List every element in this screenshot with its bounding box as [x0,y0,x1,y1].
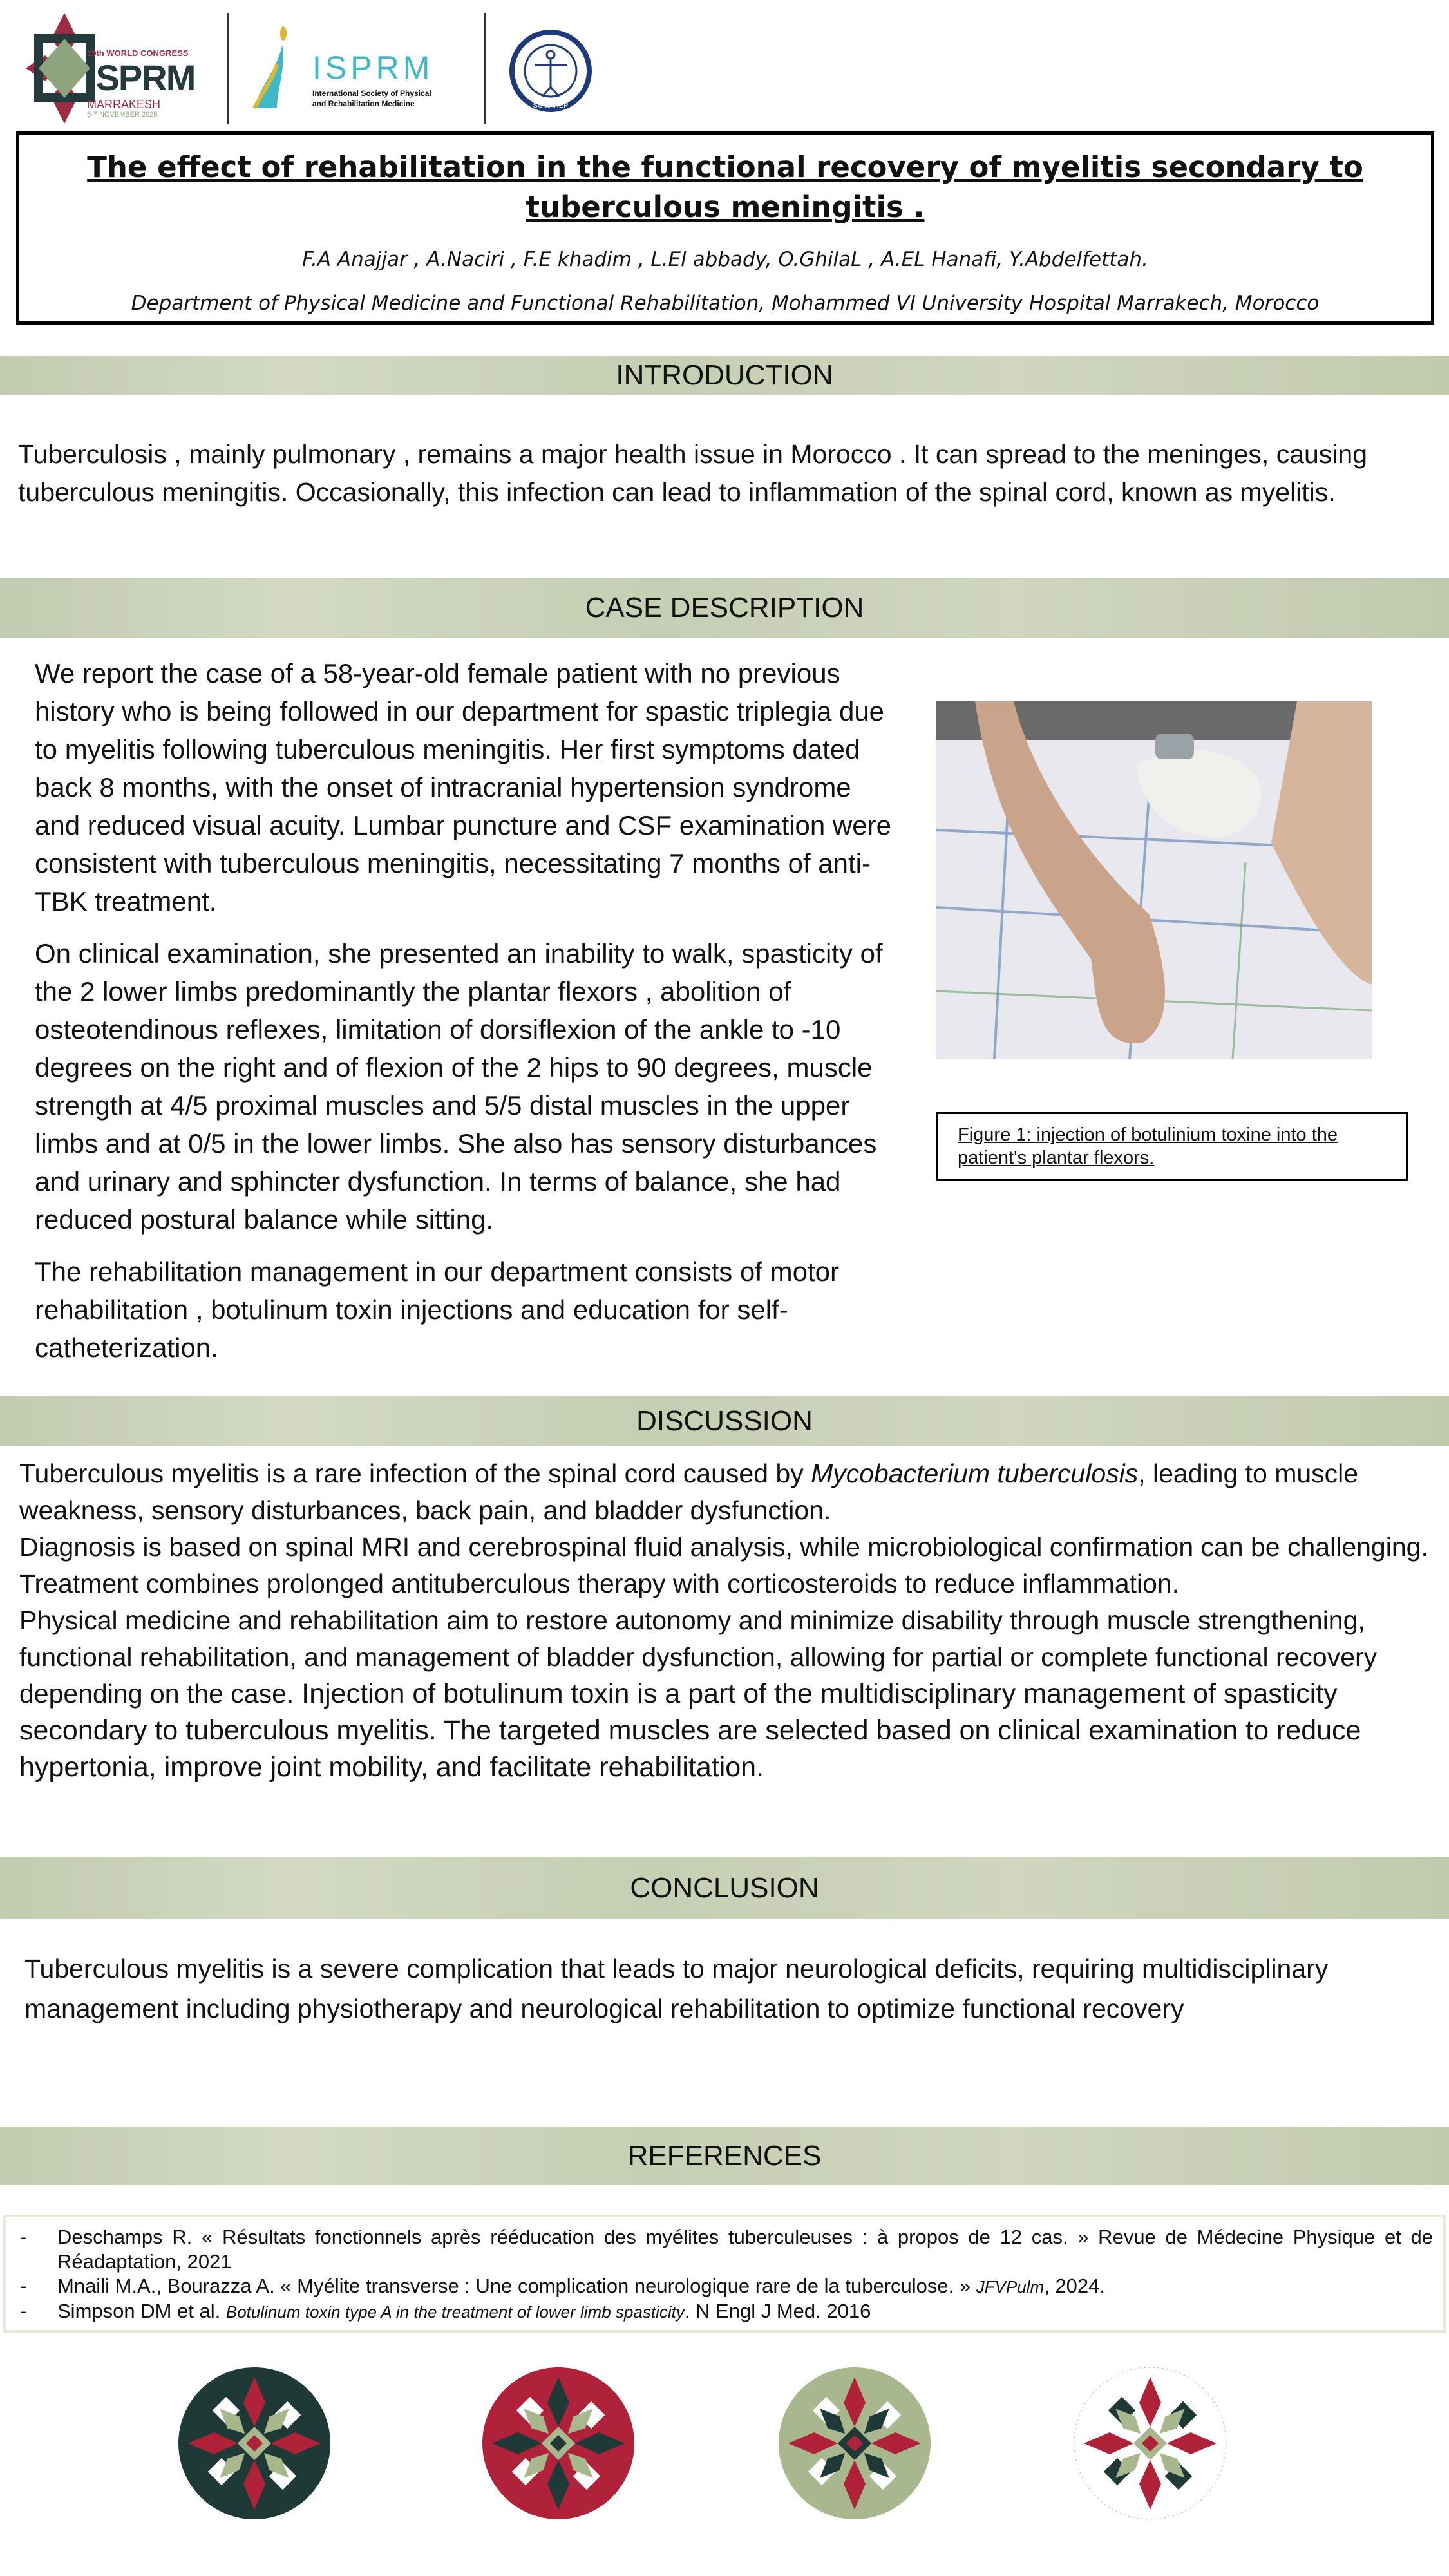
conclusion-header [0,1857,1449,1919]
case-paragraph: We report the case of a 58-year-old female patient with no previous history who is being followed in our department for spastic triplegia due to myelitis following tuberculous meningitis. Her first symptoms dated back 8 months, with the onset of intracranial hypertension syndrome and reduced visual acuity. Lumbar puncture and CSF examination were consistent with tuberculous meningitis, necessitating 7 months of anti-TBK treatment. [35,658,891,916]
case-header [0,578,1449,638]
svg-text:SOMAREP: SOMAREP [533,102,569,109]
logo-divider [227,13,229,124]
congress-city: MARRAKESH [87,98,161,111]
pathogen-name: Mycobacterium tuberculosis [811,1459,1139,1488]
introduction-text: Tuberculosis , mainly pulmonary , remains a major health issue in Morocco . It can spread to the meninges, causing tuberculous meningitis. Occasionally, this infection can lead to inflammation of the spinal cord, known as myelitis. [18,439,1368,507]
isprm-logo [251,26,483,109]
discussion-p1: Tuberculous myelitis is a rare infection of the spinal cord caused by Mycobacterium tuberculosis, leading to muscle weakness, sensory disturbances, back pain, and bladder dysfunction. [19,1459,1359,1525]
case-heading: CASE DESCRIPTION [585,592,864,623]
decorative-medallion-icon [176,2365,332,2521]
isprm-name: ISPRM [312,50,434,86]
discussion-p4: Physical medicine and rehabilitation aim to restore autonomy and minimize disability through muscle strengthening, functional rehabilitation, and management of bladder dysfunction, allowing for partial or complete functional recovery depending on the case. Injection of botulinum toxin is a part of the multidisciplinary management of spasticity secondary to tuberculous myelitis. The targeted muscles are selected based on clinical examination to reduce hypertonia, improve joint mobility, and facilitate rehabilitation. [19,1605,1378,1783]
conclusion-text: Tuberculous myelitis is a severe complication that leads to major neurological deficits, requiring multidisciplinary management including physiotherapy and neurological rehabilitation to optimize functional recovery [24,1954,1329,2023]
isprm-sub1: International Society of Physical [312,89,431,98]
isprm-figure-icon [251,26,303,109]
somarep-logo [509,29,592,113]
conclusion-heading: CONCLUSION [630,1871,819,1904]
references-header [0,2127,1449,2185]
reference-item: - Simpson DM et al. Botulinum toxin type A in the treatment of lower limb spasticity. N Engl J Med. 2016 [20,2300,871,2322]
introduction-heading: INTRODUCTION [616,359,833,391]
logo-divider [484,13,486,124]
introduction-header [0,356,1449,395]
congress-line: 19th WORLD CONGRESS [87,48,189,58]
patient-injection-photo [936,701,1372,1059]
case-paragraph: On clinical examination, she presented an inability to walk, spasticity of the 2 lower limbs predominantly the plantar flexors , abolition of osteotendinous reflexes, limitation of dorsiflexion of the ankle to -10 degrees on the right and of flexion of the 2 hips to 90 degrees, muscle strength at 4/5 proximal muscles and 5/5 distal muscles in the upper limbs and at 0/5 in the lower limbs. She also has sensory disturbances and urinary and sphincter dysfunction. In terms of balance, she had reduced postural balance while sitting. [35,938,883,1235]
decorative-medallion-icon [1072,2365,1228,2521]
isprm-congress-logo [26,13,206,124]
figure-caption: Figure 1: injection of botulinium toxine into the patient's plantar flexors. [936,1112,1408,1181]
discussion-text [19,1455,1436,1786]
reference-item: - Deschamps R. « Résultats fonctionnels après rééducation des myélites tuberculeuses : à propos de 12 cas. » Revue de Médecine Physique et de Réadaptation, 2021 [20,2226,1433,2273]
congress-dates: 5-7 NOVEMBER 2025 [87,111,158,118]
decorative-medallion-icon [480,2365,636,2521]
discussion-header [0,1396,1449,1446]
authors: F.A Anajjar , A.Naciri , F.E khadim , L.El abbady, O.GhilaL , A.EL Hanafi, Y.Abdelfettah. [302,248,1148,271]
references-heading: REFERENCES [627,2140,822,2172]
references-list [3,2215,1446,2333]
decorative-medallion-icon [777,2365,933,2521]
discussion-heading: DISCUSSION [636,1405,813,1437]
congress-name: ISPRM [87,57,195,98]
reference-item: - Mnaili M.A., Bourazza A. « Myélite transverse : Une complication neurologique rare de la tuberculose. » JFVPulm, 2024. [20,2275,1105,2297]
poster-title: The effect of rehabilitation in the functional recovery of myelitis secondary to tuberculous meningitis . [87,150,1363,224]
discussion-p3: Treatment combines prolonged antituberculous therapy with corticosteroids to reduce inflammation. [19,1569,1180,1598]
affiliation: Department of Physical Medicine and Functional Rehabilitation, Mohammed VI University Hospital Marrakech, Morocco [131,292,1320,315]
case-paragraph: The rehabilitation management in our department consists of motor rehabilitation , botulinum toxin injections and education for self-catheterization. [35,1256,839,1363]
title-box [16,131,1434,325]
case-text [35,654,898,1381]
discussion-p2: Diagnosis is based on spinal MRI and cerebrospinal fluid analysis, while microbiological confirmation can be challenging. [19,1532,1428,1562]
isprm-sub2: and Rehabilitation Medicine [312,99,415,108]
